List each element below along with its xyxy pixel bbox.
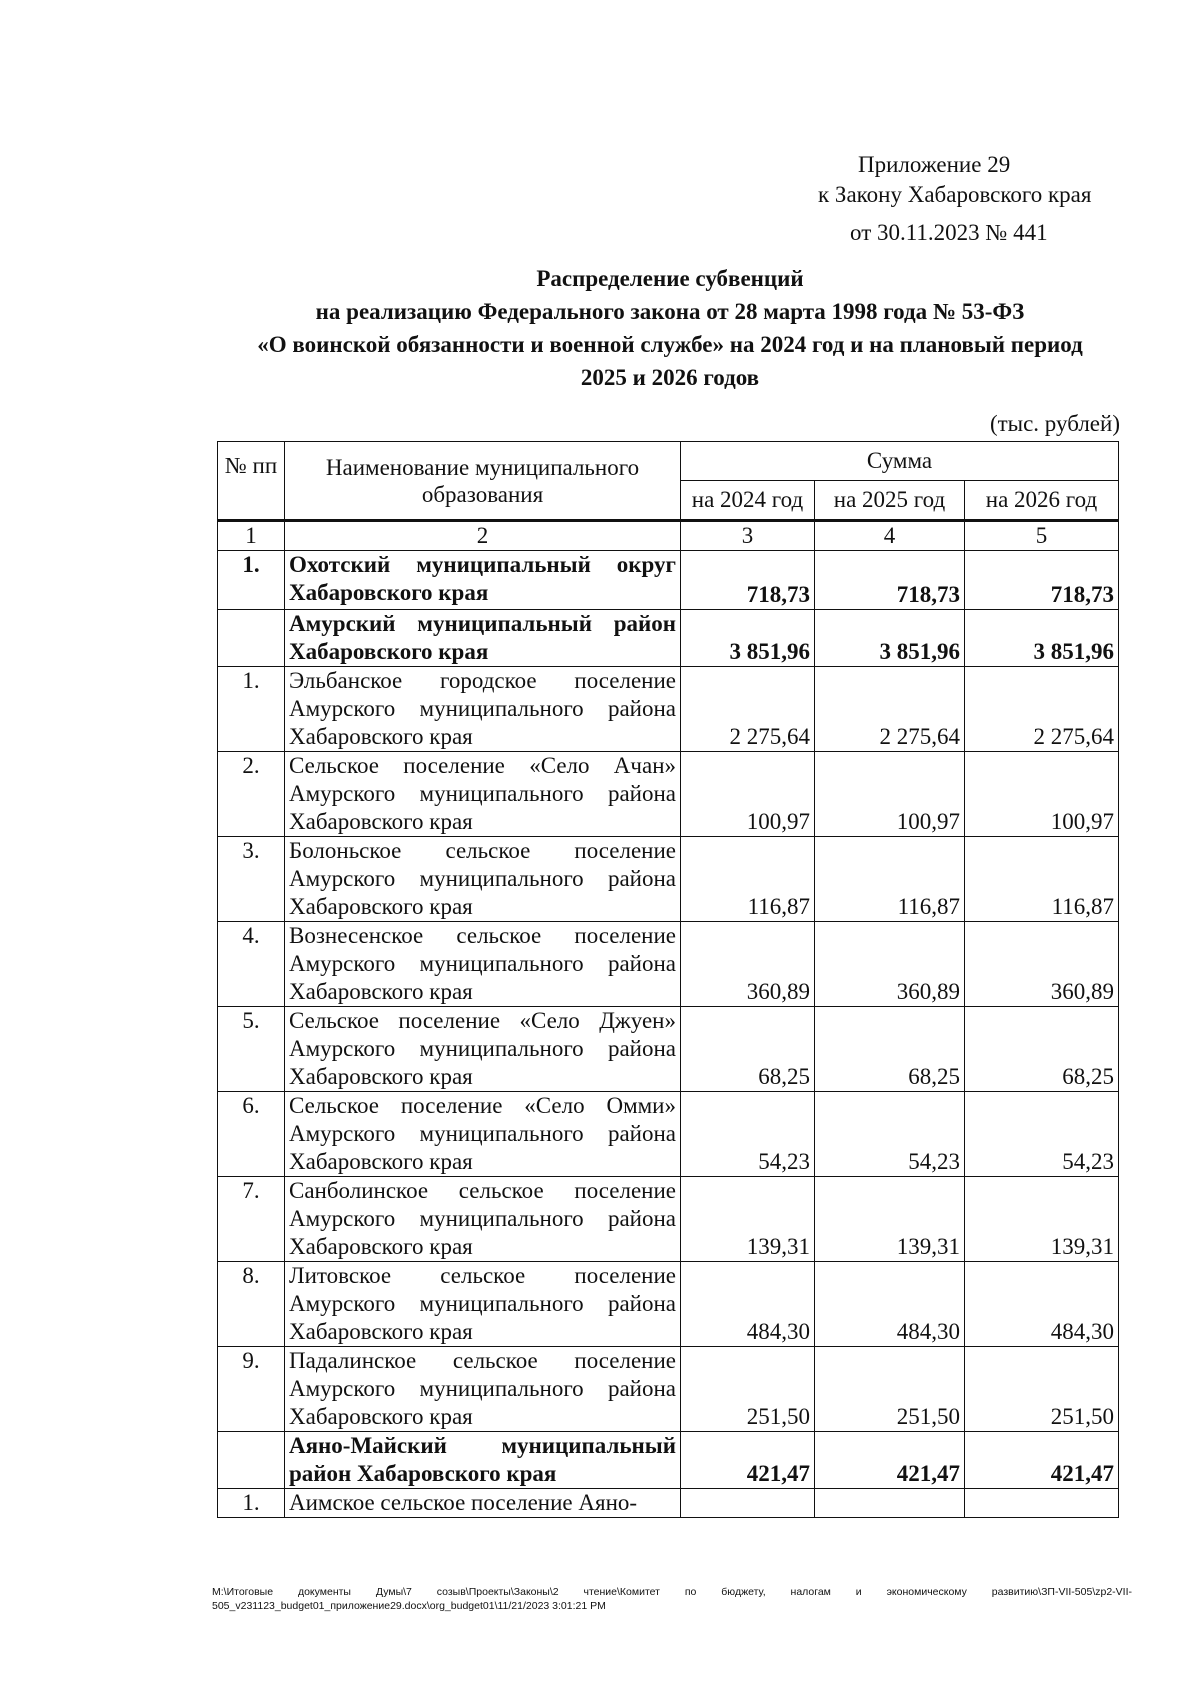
row-value-2024: 251,50 [681, 1347, 815, 1432]
row-value-2025: 2 275,64 [815, 667, 965, 752]
col-name-header: Наименование муниципального образования [285, 442, 681, 521]
table-row [218, 922, 1119, 1007]
row-value-2025: 100,97 [815, 752, 965, 837]
table-row [218, 1262, 1119, 1347]
row-number: 1. [218, 667, 285, 752]
row-value-2026: 3 851,96 [965, 610, 1119, 667]
col-year-2025: на 2025 год [815, 481, 965, 521]
row-number [218, 610, 285, 667]
row-value-2025: 251,50 [815, 1347, 965, 1432]
index-cell: 1 [218, 521, 285, 551]
title-line-2: на реализацию Федерального закона от 28 марта 1998 года № 53-ФЗ [315, 299, 1025, 324]
row-number: 8. [218, 1262, 285, 1347]
table-row [218, 1432, 1119, 1489]
row-value-2026: 139,31 [965, 1177, 1119, 1262]
appendix-header [780, 150, 1120, 248]
row-value-2026: 251,50 [965, 1347, 1119, 1432]
row-value-2025: 68,25 [815, 1007, 965, 1092]
file-path-footer: M:\Итоговые документы Думы\7 созыв\Проекты\Законы\2 чтение\Комитет по бюджету, налогам и экономическому развитию\ЗП-VII-505\zp2-VII-505_v231123_budget01_приложение29.docx\org_budget01\11/21/2023 3:01:21 PM [212, 1586, 1132, 1612]
row-value-2024: 484,30 [681, 1262, 815, 1347]
row-number [218, 1432, 285, 1489]
document-title [200, 262, 1140, 394]
row-number: 5. [218, 1007, 285, 1092]
row-number: 7. [218, 1177, 285, 1262]
row-name: Литовское сельское поселение Амурского муниципального района Хабаровского края [285, 1262, 681, 1347]
row-name: Аяно-Майский муниципальный район Хабаровского края [285, 1432, 681, 1489]
row-number: 3. [218, 837, 285, 922]
row-value-2025: 360,89 [815, 922, 965, 1007]
table-row [218, 1007, 1119, 1092]
row-value-2026: 421,47 [965, 1432, 1119, 1489]
table-row [218, 837, 1119, 922]
row-value-2024: 54,23 [681, 1092, 815, 1177]
row-name: Сельское поселение «Село Омми» Амурского муниципального района Хабаровского края [285, 1092, 681, 1177]
row-name: Сельское поселение «Село Ачан» Амурского муниципального района Хабаровского края [285, 752, 681, 837]
row-name: Санболинское сельское поселение Амурского муниципального района Хабаровского края [285, 1177, 681, 1262]
col-sum-header: Сумма [681, 442, 1119, 481]
index-cell: 3 [681, 521, 815, 551]
row-name: Охотский муниципальный округ Хабаровского края [285, 551, 681, 610]
row-value-2024: 116,87 [681, 837, 815, 922]
appendix-title: Приложение 29 [858, 152, 1011, 177]
appendix-law: к Закону Хабаровского края [818, 182, 1092, 207]
row-value-2024: 421,47 [681, 1432, 815, 1489]
table-row [218, 1177, 1119, 1262]
header-row [218, 442, 1119, 481]
row-value-2026: 54,23 [965, 1092, 1119, 1177]
row-value-2026: 100,97 [965, 752, 1119, 837]
row-number: 2. [218, 752, 285, 837]
row-value-2025: 54,23 [815, 1092, 965, 1177]
row-value-2024: 2 275,64 [681, 667, 815, 752]
row-value-2025: 3 851,96 [815, 610, 965, 667]
index-row [218, 521, 1119, 551]
table-row [218, 1489, 1119, 1518]
table-row [218, 551, 1119, 610]
subventions-table [217, 441, 1119, 1518]
row-name: Болоньское сельское поселение Амурского муниципального района Хабаровского края [285, 837, 681, 922]
row-number: 6. [218, 1092, 285, 1177]
row-value-2024: 360,89 [681, 922, 815, 1007]
index-cell: 4 [815, 521, 965, 551]
row-value-2026: 116,87 [965, 837, 1119, 922]
row-value-2026: 718,73 [965, 551, 1119, 610]
row-value-2024: 3 851,96 [681, 610, 815, 667]
row-value-2025: 116,87 [815, 837, 965, 922]
row-value-2026: 484,30 [965, 1262, 1119, 1347]
title-line-3: «О воинской обязанности и военной службе» на 2024 год и на плановый период [257, 332, 1083, 357]
row-value-2024 [681, 1489, 815, 1518]
title-line-4: 2025 и 2026 годов [580, 365, 760, 390]
row-value-2024: 718,73 [681, 551, 815, 610]
row-name: Падалинское сельское поселение Амурского муниципального района Хабаровского края [285, 1347, 681, 1432]
row-name: Аимское сельское поселение Аяно- [285, 1489, 681, 1518]
appendix-date: от 30.11.2023 № 441 [850, 220, 1048, 245]
table-row [218, 610, 1119, 667]
row-value-2025: 718,73 [815, 551, 965, 610]
col-year-2024: на 2024 год [681, 481, 815, 521]
table-row [218, 667, 1119, 752]
index-cell: 2 [285, 521, 681, 551]
row-number: 9. [218, 1347, 285, 1432]
units-label: (тыс. рублей) [989, 411, 1120, 436]
row-value-2024: 100,97 [681, 752, 815, 837]
row-value-2024: 139,31 [681, 1177, 815, 1262]
row-value-2026: 360,89 [965, 922, 1119, 1007]
row-number: 1. [218, 1489, 285, 1518]
row-name: Амурский муниципальный район Хабаровского края [285, 610, 681, 667]
row-value-2026: 2 275,64 [965, 667, 1119, 752]
row-value-2026: 68,25 [965, 1007, 1119, 1092]
col-year-2026: на 2026 год [965, 481, 1119, 521]
row-value-2024: 68,25 [681, 1007, 815, 1092]
index-cell: 5 [965, 521, 1119, 551]
row-name: Вознесенское сельское поселение Амурского муниципального района Хабаровского края [285, 922, 681, 1007]
row-name: Эльбанское городское поселение Амурского муниципального района Хабаровского края [285, 667, 681, 752]
row-number: 4. [218, 922, 285, 1007]
col-num-header: № пп [218, 442, 285, 521]
title-line-1: Распределение субвенций [536, 266, 804, 291]
table-row [218, 1092, 1119, 1177]
row-value-2026 [965, 1489, 1119, 1518]
row-value-2025: 484,30 [815, 1262, 965, 1347]
row-value-2025: 421,47 [815, 1432, 965, 1489]
table-row [218, 1347, 1119, 1432]
row-number: 1. [218, 551, 285, 610]
table-row [218, 752, 1119, 837]
row-name: Сельское поселение «Село Джуен» Амурского муниципального района Хабаровского края [285, 1007, 681, 1092]
row-value-2025: 139,31 [815, 1177, 965, 1262]
row-value-2025 [815, 1489, 965, 1518]
